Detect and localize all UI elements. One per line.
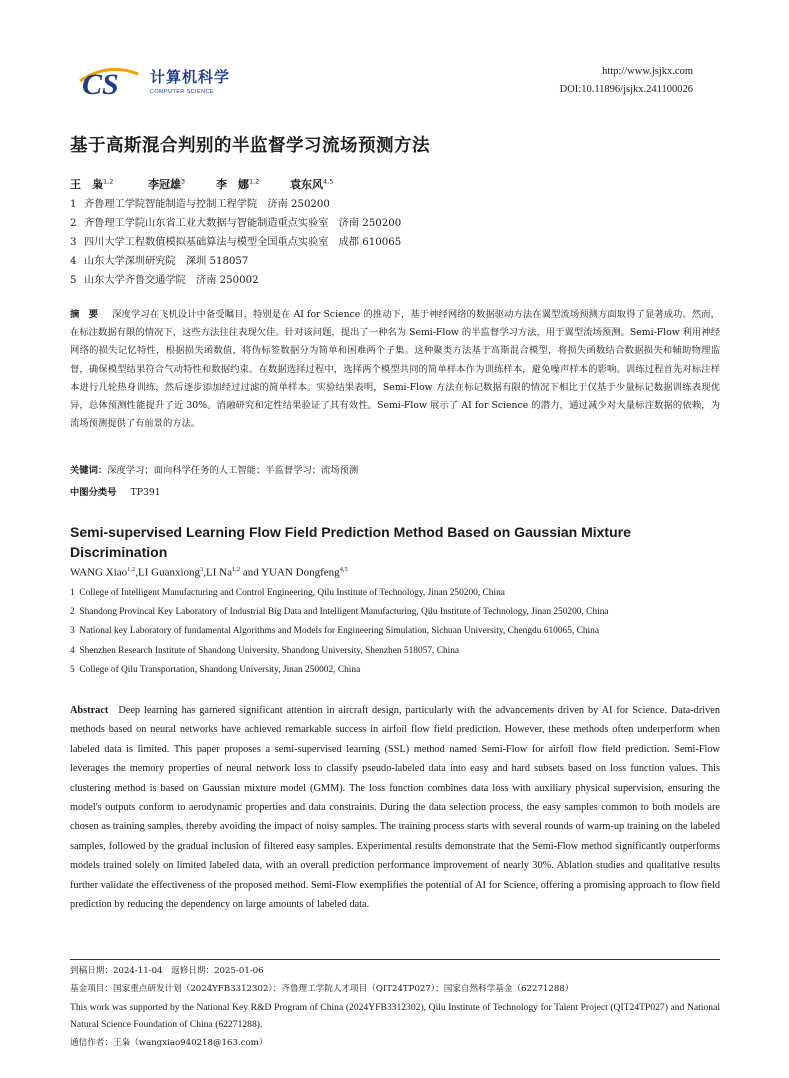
received-dates: 到稿日期：2024-11-04 返修日期：2025-01-06 xyxy=(70,966,264,976)
author-en: WANG Xiao xyxy=(70,566,128,579)
affiliation-en: 1 College of Intelligent Manufacturing and Control Engineering, Qilu Institute of Technology, Jinan 250200, China xyxy=(70,588,505,598)
funding-en: This work was supported by the National Key R&D Program of China (2024YFB3312302), Qilu Institute of Technology for Talent Project (QIT24TP027) and National Natural Science Foundation of China (62271288). xyxy=(70,1002,720,1030)
abstract-cn xyxy=(70,306,720,433)
author-cn: 李冠雄$^3$ xyxy=(148,177,186,191)
affiliation-cn: 2 齐鲁理工学院山东省工业大数据与智能制造重点实验室 济南 250200 xyxy=(70,218,402,229)
author-cn: 袁东风$^{4,5}$ xyxy=(290,177,334,191)
abstract-en xyxy=(70,701,720,914)
author-en: LI Na xyxy=(206,566,232,579)
affiliation-en: 2 Shandong Provincal Key Laboratory of Industrial Big Data and Intelligent Manufacturing, Qilu Institute of Technology, Jinan 250200, China xyxy=(70,607,609,617)
footnote-divider xyxy=(70,959,720,960)
affiliation-cn: 1 齐鲁理工学院智能制造与控制工程学院 济南 250200 xyxy=(70,199,330,210)
abstract-cn-label: 摘 要 xyxy=(70,309,99,320)
abstract-en-label: Abstract xyxy=(70,705,109,716)
affiliation-cn: 3 四川大学工程数值模拟基础算法与模型全国重点实验室 成都 610065 xyxy=(70,237,402,248)
paper-title-cn: 基于高斯混合判别的半监督学习流场预测方法 xyxy=(70,136,430,156)
author-cn: 李 娜$^{1,2}$ xyxy=(216,177,260,191)
corresponding-author: 通信作者：王枭（wangxiao940218@163.com） xyxy=(70,1038,268,1048)
abstract-en-text: Deep learning has garnered significant attention in aircraft design, particularly with the advancements driven by AI for Science. Data-driven methods based on neural networks have achieved remarkable success in airfoil flow field prediction. However, these methods often underperform when labeled data is limited. This paper proposes a semi-supervised learning (SSL) method named Semi-Flow for airfoil flow field prediction. Semi-Flow leverages the memory properties of neural network loss to classify pseudo-labeled data into easy and hard subsets based on loss function values. This clustering method is based on Gaussian mixture model (GMM). The loss function combines data loss with auxiliary physical supervision, ensuring the model's outputs conform to aerodynamic properties and data constraints. During the data selection process, the easy samples common to both models are chosen as training samples, thereby avoiding the impact of noisy samples. The training process starts with several rounds of warm-up training on the labeled samples, followed by the gradual inclusion of filtered easy samples. Experimental results demonstrate that the Semi-Flow method significantly outperforms models trained solely on limited labeled data, with an overall prediction performance improvement of nearly 30%. Ablation studies and qualitative results further validate the effectiveness of the proposed method. Semi-Flow exemplifies the potential of AI for Science, offering a promising approach to flow field prediction by reducing the dependency on large amounts of labeled data. xyxy=(70,705,720,911)
journal-name-en: COMPUTER SCIENCE xyxy=(150,89,214,95)
keywords-cn: 关键词：深度学习；面向科学任务的人工智能；半监督学习；流场预测 xyxy=(70,465,359,476)
affiliation-en: 5 College of Qilu Transportation, Shandong University, Jinan 250002, China xyxy=(70,665,361,675)
logo-mark-text: CS xyxy=(82,68,119,98)
classification-cn: 中图分类号 TP391 xyxy=(70,487,161,498)
paper-title-en: Semi-supervised Learning Flow Field Prediction Method Based on Gaussian Mixture Discrimination xyxy=(70,524,631,560)
affiliation-cn: 4 山东大学深圳研究院 深圳 518057 xyxy=(70,256,249,267)
journal-url[interactable]: http://www.jsjkx.com xyxy=(602,66,693,77)
affiliation-cn: 5 山东大学齐鲁交通学院 济南 250002 xyxy=(70,275,259,286)
affiliation-en: 4 Shenzhen Research Institute of Shandong University, Shandong University, Shenzhen 518057, China xyxy=(70,646,460,656)
authors-en: WANG Xiao$^{1,2}$,LI Guanxiong$^3$,LI Na$^{1,2}$ and YUAN Dongfeng$^{4,5}$ xyxy=(70,566,348,579)
author-en: LI Guanxiong xyxy=(138,566,201,579)
author-en: YUAN Dongfeng xyxy=(261,566,340,579)
abstract-cn-text: 深度学习在飞机设计中备受瞩目，特别是在 AI for Science 的推动下，基于神经网络的数据驱动方法在翼型流场预测方面取得了显著成功。然而，在标注数据有限的情况下，这些方法往往表现欠佳。针对该问题，提出了一种名为 Semi-Flow 的半监督学习方法，用于翼型流场预测。Semi-Flow 利用神经网络的损失记忆特性，根据损失函数值，将伪标签数据分为简单和困难两个子集。这种聚类方法基于高斯混合模型，将损失函数结合数据损失和辅助物理监督，确保模型结果符合气动特性和数据约束。在数据选择过程中，选择两个模型共同的简单样本作为训练样本，避免噪声样本的影响。训练过程首先对标注样本进行几轮热身训练，然后逐步添加经过过滤的简单样本。实验结果表明，Semi-Flow 方法在标记数据有限的情况下相比于仅基于少量标记数据训练表现优异，总体预测性能提升了近 30%。消融研究和定性结果验证了其有效性。Semi-Flow 展示了 AI for Science 的潜力，通过减少对大量标注数据的依赖，为流场预测提供了有前景的方法。 xyxy=(70,309,720,430)
funding-cn: 基金项目：国家重点研发计划（2024YFB3312302）；齐鲁理工学院人才项目（QIT24TP027）；国家自然科学基金（62271288） xyxy=(70,984,574,994)
author-cn: 王 枭$^{1,2}$ xyxy=(70,177,114,191)
journal-logo-mark xyxy=(78,64,140,98)
doi[interactable]: DOI:10.11896/jsjkx.241100026 xyxy=(559,84,693,95)
affiliation-en: 3 National key Laboratory of fundamental Algorithms and Models for Engineering Simulation, Sichuan University, Chengdu 610065, China xyxy=(70,626,599,636)
journal-name-cn: 计算机科学 xyxy=(150,68,231,86)
